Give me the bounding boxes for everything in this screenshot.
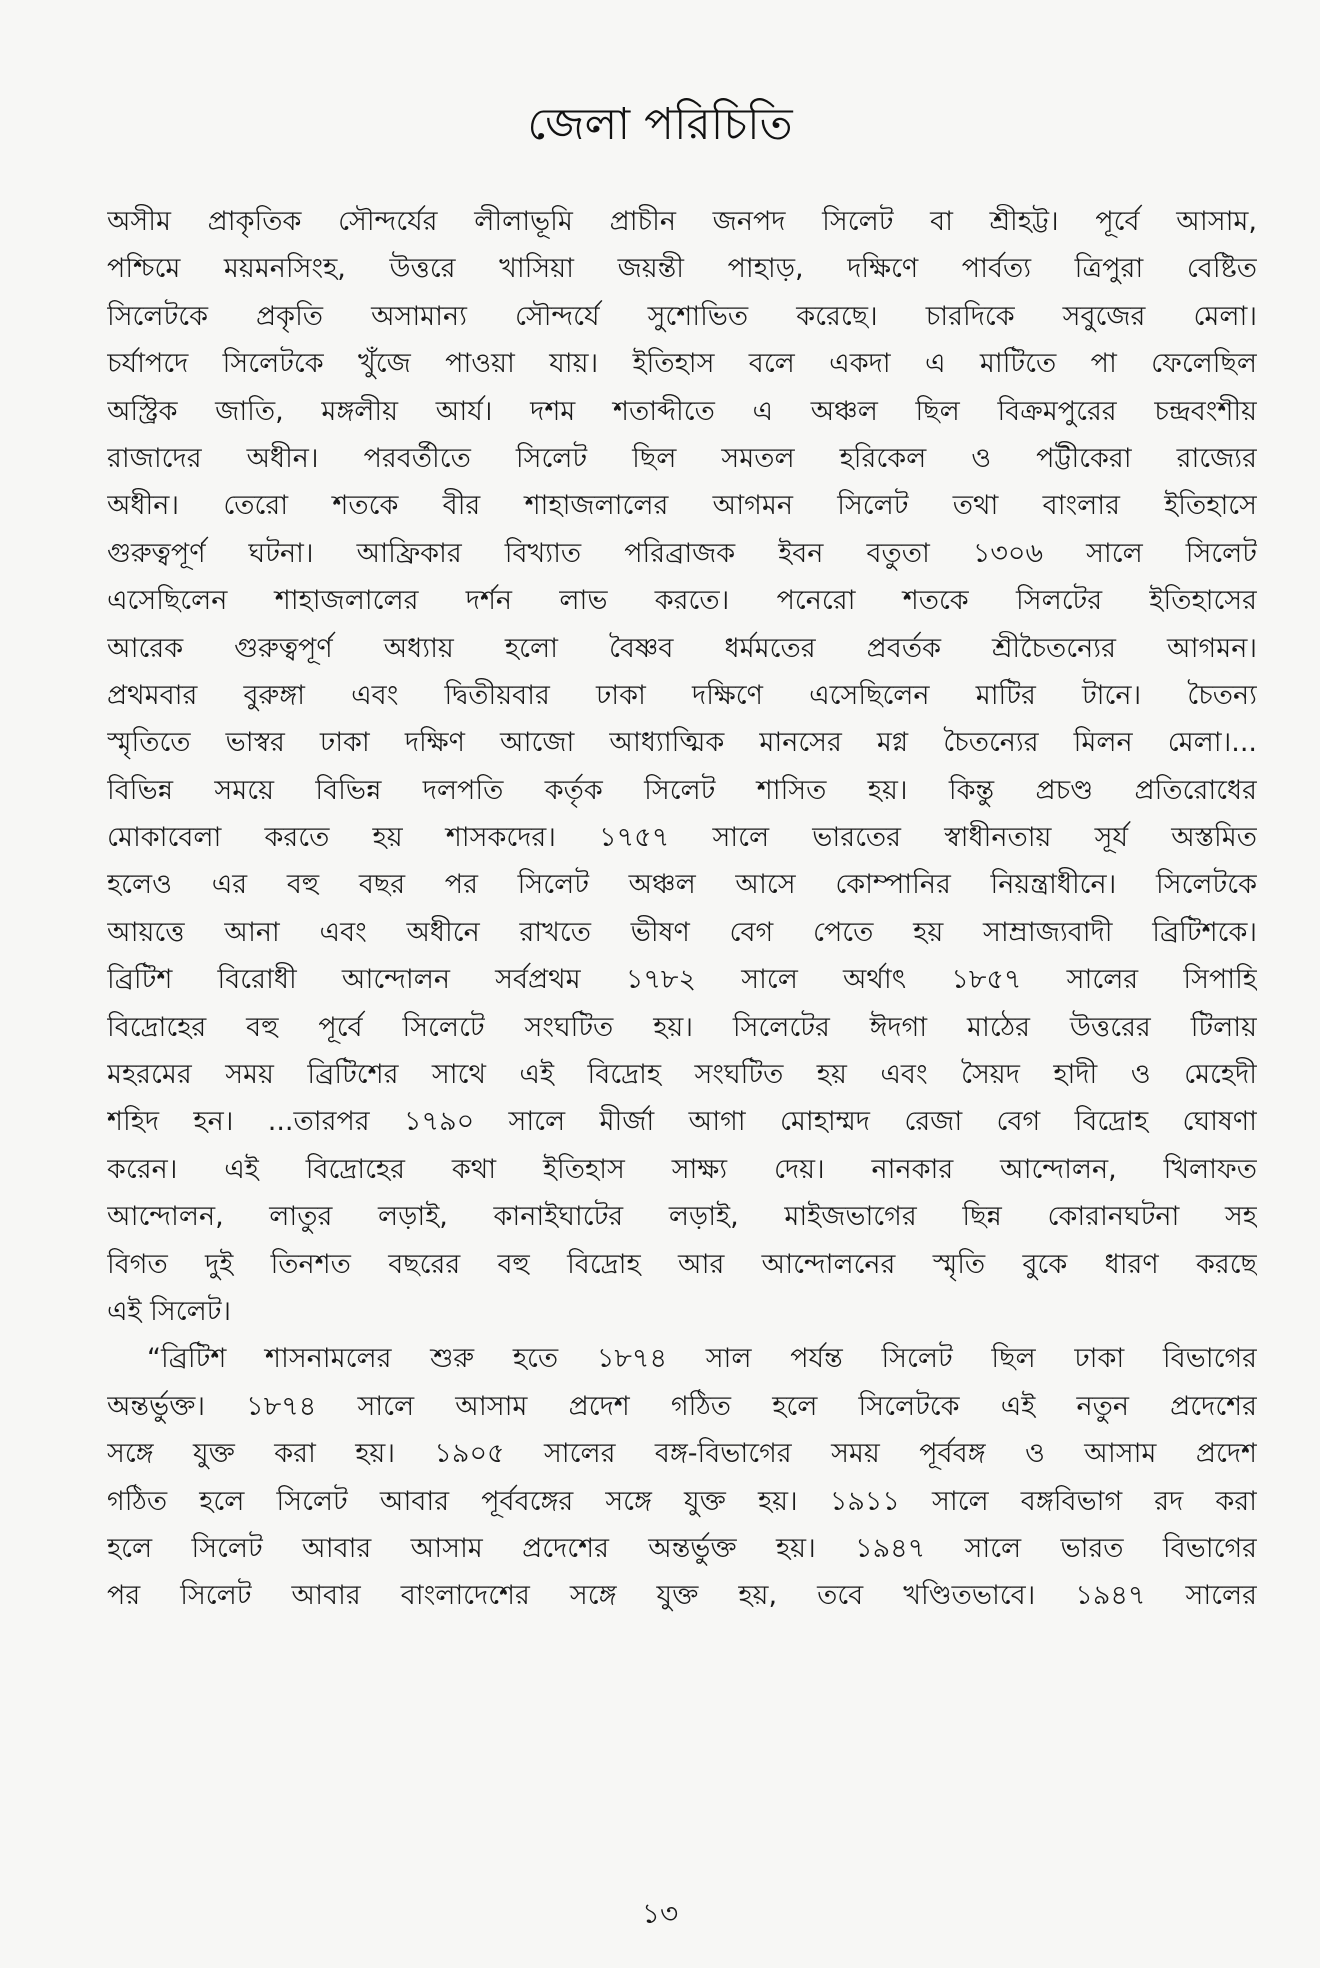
- text-line: অন্তর্ভুক্ত। ১৮৭৪ সালে আসাম প্রদেশ গঠিত হলে সিলেটকে এই নতুন প্রদেশের: [107, 1390, 1257, 1422]
- body-text: [107, 198, 1257, 1620]
- text-line: আন্দোলন, লাতুর লড়াই, কানাইঘাটের লড়াই, মাইজভাগের ছিন্ন কোরানঘটনা সহ: [107, 1201, 1257, 1233]
- text-line: সঙ্গে যুক্ত করা হয়। ১৯০৫ সালের বঙ্গ-বিভাগের সময় পূর্ববঙ্গ ও আসাম প্রদেশ: [107, 1438, 1257, 1470]
- text-line: বিদ্রোহের বহু পূর্বে সিলেটে সংঘটিত হয়। সিলেটের ঈদগা মাঠের উত্তরের টিলায়: [107, 1011, 1257, 1043]
- text-line: হলেও এর বহু বছর পর সিলেট অঞ্চল আসে কোম্পানির নিয়ন্ত্রাধীনে। সিলেটকে: [107, 869, 1257, 901]
- text-line: স্মৃতিতে ভাস্বর ঢাকা দক্ষিণ আজো আধ্যাত্মিক মানসের মগ্ন চৈতন্যের মিলন মেলা।...: [107, 727, 1257, 759]
- text-line: করেন। এই বিদ্রোহের কথা ইতিহাস সাক্ষ্য দেয়। নানকার আন্দোলন, খিলাফত: [107, 1153, 1257, 1185]
- text-line: এই সিলেট।: [107, 1295, 232, 1327]
- text-line: মোকাবেলা করতে হয় শাসকদের। ১৭৫৭ সালে ভারতের স্বাধীনতায় সূর্য অস্তমিত: [107, 822, 1257, 854]
- page-title: জেলা পরিচিতি: [527, 99, 793, 150]
- paragraph-1: [107, 198, 1257, 1335]
- page-number: ১৩: [641, 1897, 679, 1930]
- text-line: হলে সিলেট আবার আসাম প্রদেশের অন্তর্ভুক্ত হয়। ১৯৪৭ সালে ভারত বিভাগের: [107, 1532, 1257, 1564]
- text-line: গঠিত হলে সিলেট আবার পূর্ববঙ্গের সঙ্গে যুক্ত হয়। ১৯১১ সালে বঙ্গবিভাগ রদ করা: [107, 1485, 1257, 1517]
- text-line: এসেছিলেন শাহাজলালের দর্শন লাভ করতে। পনেরো শতকে সিলটের ইতিহাসের: [107, 585, 1257, 617]
- text-line: পর সিলেট আবার বাংলাদেশের সঙ্গে যুক্ত হয়, তবে খণ্ডিতভাবে। ১৯৪৭ সালের: [107, 1580, 1257, 1612]
- text-line: শহিদ হন। ...তারপর ১৭৯০ সালে মীর্জা আগা মোহাম্মদ রেজা বেগ বিদ্রোহ ঘোষণা: [107, 1106, 1257, 1138]
- text-line: “ব্রিটিশ শাসনামলের শুরু হতে ১৮৭৪ সাল পর্যন্ত সিলেট ছিল ঢাকা বিভাগের: [147, 1343, 1257, 1375]
- text-line: অধীন। তেরো শতকে বীর শাহাজলালের আগমন সিলেট তথা বাংলার ইতিহাসে: [107, 490, 1257, 522]
- text-line: চর্যাপদে সিলেটকে খুঁজে পাওয়া যায়। ইতিহাস বলে একদা এ মাটিতে পা ফেলেছিল: [107, 348, 1257, 380]
- text-line: রাজাদের অধীন। পরবর্তীতে সিলেট ছিল সমতল হরিকেল ও পট্টীকেরা রাজ্যের: [107, 442, 1257, 474]
- text-line: প্রথমবার বুরুঙ্গা এবং দ্বিতীয়বার ঢাকা দক্ষিণে এসেছিলেন মাটির টানে। চৈতন্য: [107, 679, 1257, 711]
- text-line: আয়ত্তে আনা এবং অধীনে রাখতে ভীষণ বেগ পেতে হয় সাম্রাজ্যবাদী ব্রিটিশকে।: [107, 916, 1257, 948]
- text-line: ব্রিটিশ বিরোধী আন্দোলন সর্বপ্রথম ১৭৮২ সালে অর্থাৎ ১৮৫৭ সালের সিপাহি: [107, 964, 1257, 996]
- paragraph-2: [107, 1335, 1257, 1619]
- text-line: আরেক গুরুত্বপূর্ণ অধ্যায় হলো বৈষ্ণব ধর্মমতের প্রবর্তক শ্রীচৈতন্যের আগমন।: [107, 632, 1257, 664]
- text-line: মহরমের সময় ব্রিটিশের সাথে এই বিদ্রোহ সংঘটিত হয় এবং সৈয়দ হাদী ও মেহেদী: [107, 1059, 1257, 1091]
- text-line: বিগত দুই তিনশত বছরের বহু বিদ্রোহ আর আন্দোলনের স্মৃতি বুকে ধারণ করছে: [107, 1248, 1257, 1280]
- text-line: সিলেটকে প্রকৃতি অসামান্য সৌন্দর্যে সুশোভিত করেছে। চারদিকে সবুজের মেলা।: [107, 300, 1257, 332]
- text-line: অসীম প্রাকৃতিক সৌন্দর্যের লীলাভূমি প্রাচীন জনপদ সিলেট বা শ্রীহট্ট। পূর্বে আসাম,: [107, 206, 1257, 237]
- text-line: অস্ট্রিক জাতি, মঙ্গলীয় আর্য। দশম শতাব্দীতে এ অঞ্চল ছিল বিক্রমপুরের চন্দ্রবংশীয়: [107, 395, 1257, 427]
- text-line: পশ্চিমে ময়মনসিংহ, উত্তরে খাসিয়া জয়ন্তী পাহাড়, দক্ষিণে পার্বত্য ত্রিপুরা বেষ্টিত: [107, 253, 1257, 285]
- text-line: গুরুত্বপূর্ণ ঘটনা। আফ্রিকার বিখ্যাত পরিব্রাজক ইবন বতুতা ১৩০৬ সালে সিলেট: [107, 537, 1257, 569]
- text-line: বিভিন্ন সময়ে বিভিন্ন দলপতি কর্তৃক সিলেট শাসিত হয়। কিন্তু প্রচণ্ড প্রতিরোধের: [107, 774, 1257, 806]
